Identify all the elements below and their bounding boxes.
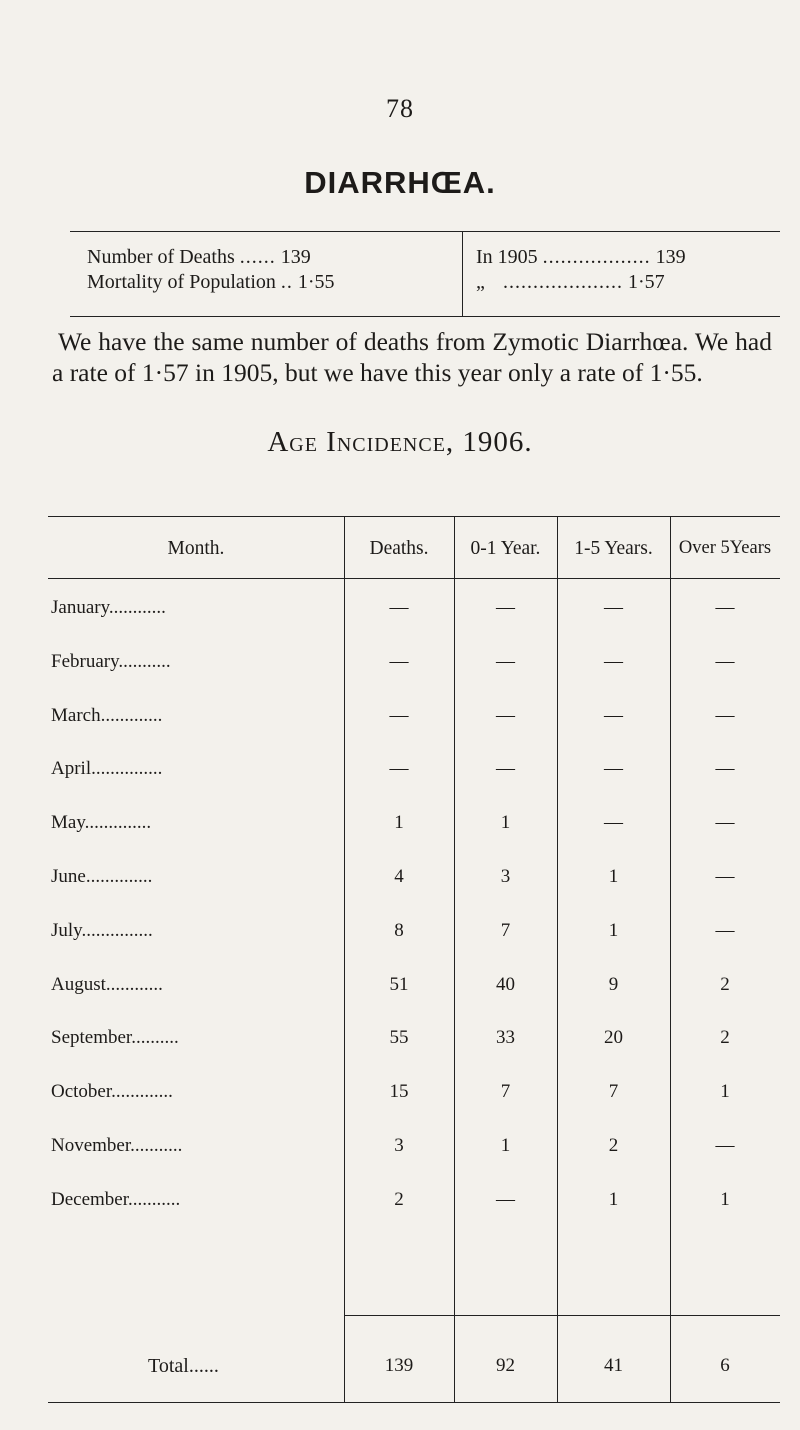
month-label: November........... bbox=[51, 1135, 183, 1156]
deaths-cell: — bbox=[389, 597, 409, 618]
column-rule bbox=[344, 516, 345, 1402]
age-over-5-cell: — bbox=[715, 812, 735, 833]
deaths-cell: 8 bbox=[394, 920, 404, 941]
section-title: DIARRHŒA. bbox=[304, 165, 496, 200]
age-over-5-cell: — bbox=[715, 920, 735, 941]
table-title: Age Incidence, 1906. bbox=[267, 426, 533, 458]
header-0-1-year: 0-1 Year. bbox=[470, 538, 541, 559]
age-1-5-cell: 2 bbox=[608, 1135, 619, 1156]
age-over-5-cell: — bbox=[715, 597, 735, 618]
total-0-1-cell: 92 bbox=[496, 1355, 515, 1376]
age-1-5-cell: — bbox=[604, 705, 623, 726]
age-over-5-cell: — bbox=[715, 758, 735, 779]
deaths-cell: — bbox=[389, 651, 409, 672]
age-1-5-cell: 9 bbox=[608, 974, 619, 995]
deaths-cell: 51 bbox=[389, 974, 409, 995]
age-0-1-cell: 7 bbox=[500, 1081, 511, 1102]
deaths-cell: — bbox=[389, 758, 409, 779]
month-label: May.............. bbox=[51, 812, 152, 833]
month-label: December........... bbox=[51, 1189, 181, 1210]
month-label: September.......... bbox=[51, 1027, 179, 1048]
summary-label: In 1905 bbox=[476, 246, 538, 268]
month-label: July............... bbox=[51, 920, 153, 941]
summary-mortality bbox=[87, 271, 335, 294]
summary-label: Number of Deaths bbox=[87, 246, 235, 268]
age-0-1-cell: 33 bbox=[496, 1027, 515, 1048]
age-over-5-cell: 1 bbox=[720, 1189, 730, 1210]
summary-value: 1·55 bbox=[297, 271, 335, 293]
age-0-1-cell: — bbox=[496, 597, 515, 618]
age-over-5-cell: — bbox=[715, 1135, 735, 1156]
deaths-cell: 55 bbox=[389, 1027, 409, 1048]
age-1-5-cell: 1 bbox=[608, 1189, 619, 1210]
age-0-1-cell: 3 bbox=[500, 866, 511, 887]
age-0-1-cell: 1 bbox=[500, 812, 511, 833]
month-label: April............... bbox=[51, 758, 163, 779]
deaths-cell: 15 bbox=[389, 1081, 409, 1102]
age-1-5-cell: 1 bbox=[608, 920, 619, 941]
column-rule bbox=[557, 516, 558, 1402]
total-1-5-cell: 41 bbox=[604, 1355, 623, 1376]
summary-label: Mortality of Population bbox=[87, 271, 276, 293]
age-0-1-cell: — bbox=[496, 758, 515, 779]
age-1-5-cell: 7 bbox=[608, 1081, 619, 1102]
month-label: January............ bbox=[51, 597, 166, 618]
deaths-cell: — bbox=[389, 705, 409, 726]
summary-prev-deaths bbox=[476, 246, 686, 269]
age-over-5-cell: — bbox=[715, 651, 735, 672]
age-0-1-cell: 40 bbox=[496, 974, 515, 995]
age-1-5-cell: — bbox=[604, 651, 623, 672]
total-deaths-cell: 139 bbox=[384, 1355, 414, 1376]
total-over-5-cell: 6 bbox=[720, 1355, 730, 1376]
summary-value: 1·57 bbox=[628, 271, 665, 293]
summary-divider bbox=[462, 232, 463, 316]
age-over-5-cell: — bbox=[715, 705, 735, 726]
deaths-cell: 2 bbox=[394, 1189, 404, 1210]
leader-dots: .................. bbox=[542, 246, 651, 268]
month-label: June.............. bbox=[51, 866, 153, 887]
age-1-5-cell: 20 bbox=[604, 1027, 623, 1048]
table-total-rule bbox=[344, 1315, 780, 1316]
header-deaths: Deaths. bbox=[369, 538, 429, 559]
summary-value: 139 bbox=[655, 246, 686, 268]
age-over-5-cell: 1 bbox=[720, 1081, 730, 1102]
page-number: 78 bbox=[386, 94, 414, 123]
month-label: February........... bbox=[51, 651, 171, 672]
paragraph-text: We have the same number of deaths from Zymotic Diarrhœa. We had a rate of 1·57 in 1905, but we have this year only a rate of 1·55. bbox=[52, 327, 772, 387]
header-1-5-years: 1-5 Years. bbox=[574, 538, 653, 559]
deaths-cell: 4 bbox=[394, 866, 404, 887]
header-month: Month. bbox=[167, 538, 225, 559]
header-over-5-years: Over 5Years bbox=[678, 538, 772, 558]
summary-deaths bbox=[87, 246, 311, 269]
month-label: August............ bbox=[51, 974, 163, 995]
column-rule bbox=[454, 516, 455, 1402]
summary-prev-mortality bbox=[476, 271, 665, 294]
month-label: October............. bbox=[51, 1081, 173, 1102]
column-rule bbox=[670, 516, 671, 1402]
deaths-cell: 1 bbox=[394, 812, 404, 833]
summary-label: „ bbox=[476, 271, 485, 293]
age-over-5-cell: — bbox=[715, 866, 735, 887]
summary-value: 139 bbox=[280, 246, 311, 268]
age-1-5-cell: — bbox=[604, 812, 623, 833]
age-over-5-cell: 2 bbox=[720, 1027, 730, 1048]
summary-box bbox=[70, 231, 780, 317]
leader-dots: .................... bbox=[503, 271, 623, 293]
total-label: Total...... bbox=[148, 1355, 219, 1377]
age-0-1-cell: — bbox=[496, 705, 515, 726]
body-paragraph bbox=[52, 326, 772, 388]
age-0-1-cell: — bbox=[496, 1189, 515, 1210]
age-over-5-cell: 2 bbox=[720, 974, 730, 995]
age-1-5-cell: — bbox=[604, 758, 623, 779]
leader-dots: ...... bbox=[239, 246, 276, 268]
age-0-1-cell: — bbox=[496, 651, 515, 672]
leader-dots: .. bbox=[280, 271, 293, 293]
age-0-1-cell: 7 bbox=[500, 920, 511, 941]
month-label: March............. bbox=[51, 705, 163, 726]
age-1-5-cell: 1 bbox=[608, 866, 619, 887]
age-0-1-cell: 1 bbox=[500, 1135, 511, 1156]
table-bottom-rule bbox=[48, 1402, 780, 1403]
age-1-5-cell: — bbox=[604, 597, 623, 618]
deaths-cell: 3 bbox=[394, 1135, 404, 1156]
